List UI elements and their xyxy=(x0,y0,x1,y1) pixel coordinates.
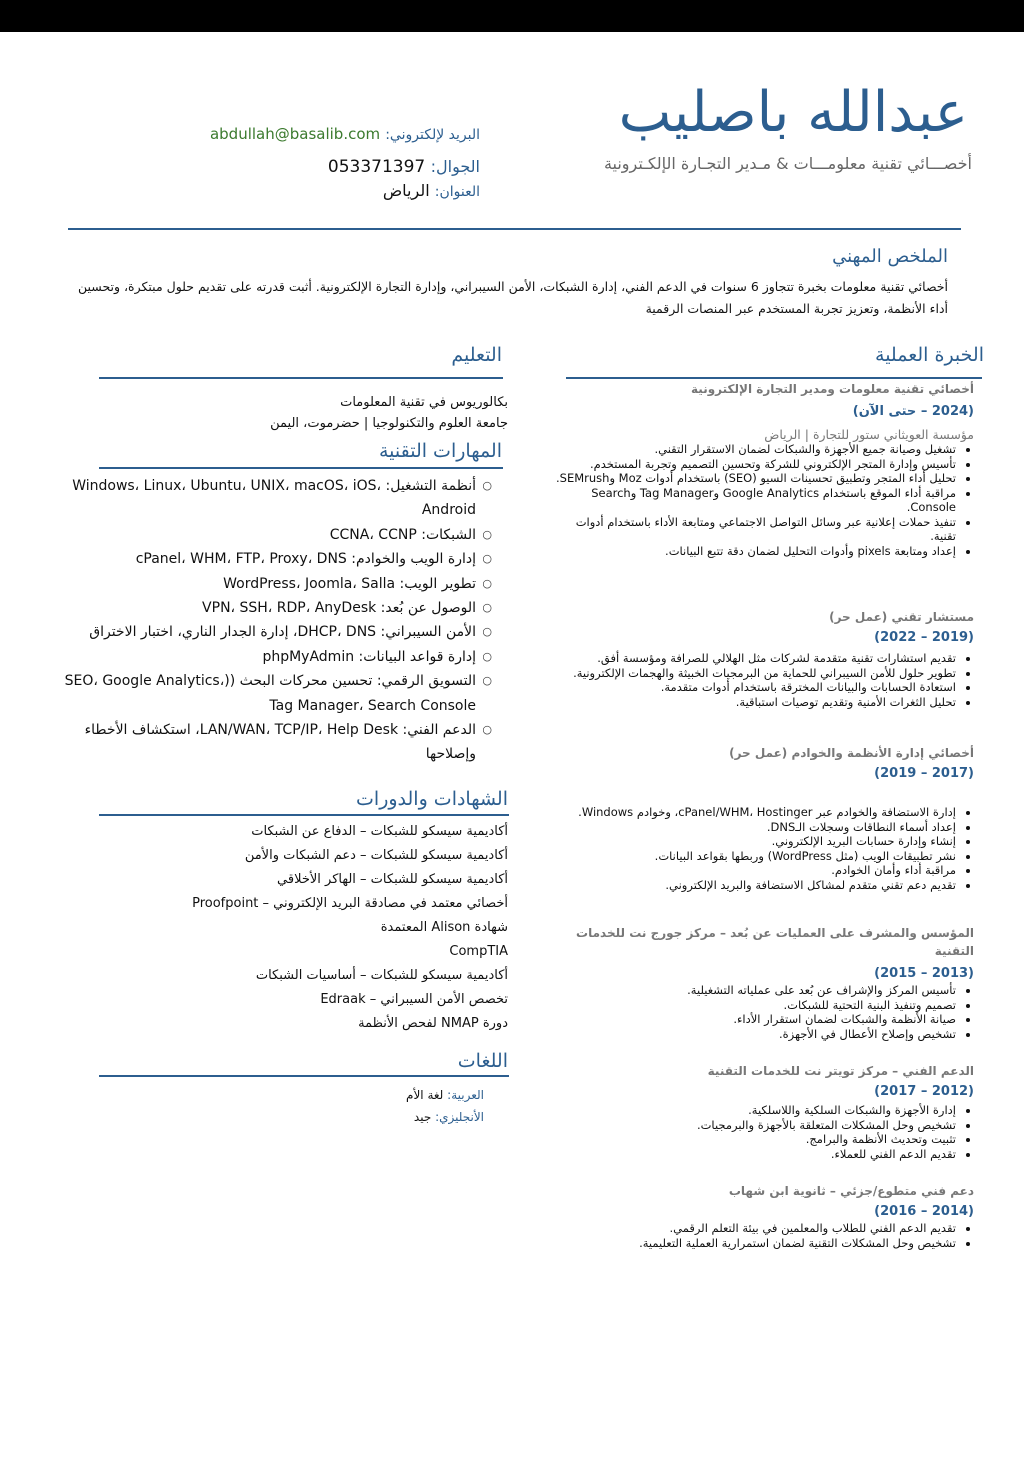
summary-title: الملخص المهني xyxy=(832,246,948,267)
resume-page xyxy=(0,32,1024,1463)
email-value[interactable]: abdullah@basalib.com xyxy=(209,125,381,143)
list-item: • تشغيل وصيانة جميع الأجهزة والشبكات لضمان الاستقرار التقني. xyxy=(554,442,956,457)
job-bullets xyxy=(554,1221,974,1250)
address-label: العنوان: xyxy=(434,184,480,200)
language-name: الأنجليزي: xyxy=(435,1110,484,1124)
list-item: • تقديم دعم تقني متقدم لمشاكل الاستضافة والبريد الإلكتروني. xyxy=(554,878,956,893)
list-item: تخصص الأمن السيبراني – Edraak xyxy=(320,992,508,1007)
language-name: العربية: xyxy=(447,1088,484,1102)
phone-value: 053371397 xyxy=(327,157,426,177)
education-school: جامعة العلوم والتكنولوجيا | حضرموت، اليمن xyxy=(270,416,508,431)
list-item: • تصميم وتنفيذ البنية التحتية للشبكات. xyxy=(554,998,956,1013)
list-item: • تقديم استشارات تقنية متقدمة لشركات مثل الهلالي للصرافة ومؤسسة أفق. xyxy=(554,651,956,666)
list-item: ○ إدارة قواعد البيانات: phpMyAdmin xyxy=(46,645,476,669)
language-level: لغة الأم xyxy=(406,1088,444,1102)
list-item: • تحليل الثغرات الأمنية وتقديم توصيات استباقية. xyxy=(554,695,956,710)
address-row xyxy=(180,177,480,206)
job-date: (2012 – 2017) xyxy=(874,1084,974,1099)
job-bullets xyxy=(554,442,974,558)
contact-block xyxy=(180,120,480,206)
list-item: • تطوير حلول للأمن السيبراني للحماية من البرمجيات الخبيثة والهجمات الإلكترونية. xyxy=(554,666,956,681)
job-date: (2019 – 2022) xyxy=(874,630,974,645)
languages-title: اللغات xyxy=(457,1050,508,1072)
job-title: أخصائي إدارة الأنظمة والخوادم (عمل حر) xyxy=(729,746,974,760)
list-item: أكاديمية سيسكو للشبكات – أساسيات الشبكات xyxy=(255,968,508,983)
experience-title: الخبرة العملية xyxy=(875,344,984,366)
job-bullets xyxy=(554,1103,974,1161)
job-entry xyxy=(554,924,974,1041)
experience-divider xyxy=(566,377,982,379)
company-name: مؤسسة العويثاني ستور للتجارة | الرياض xyxy=(764,427,974,442)
list-item: • نشر تطبيقات الويب (مثل WordPress) وربطها بقواعد البيانات. xyxy=(554,849,956,864)
list-item: أكاديمية سيسكو للشبكات – دعم الشبكات والأمن xyxy=(244,848,508,863)
list-item: • استعادة الحسابات والبيانات المخترقة باستخدام أدوات متقدمة. xyxy=(554,680,956,695)
list-item: ○ إدارة الويب والخوادم: cPanel، WHM، FTP، Proxy، DNS xyxy=(46,547,476,571)
list-item xyxy=(184,1084,484,1106)
certifications-divider xyxy=(99,814,509,816)
list-item: ○ الشبكات: CCNA، CCNP xyxy=(46,523,476,547)
list-item: ○ الوصول عن بُعد: VPN، SSH، RDP، AnyDesk xyxy=(46,596,476,620)
languages-divider xyxy=(99,1075,509,1077)
job-date: (2024 – حتى الآن) xyxy=(852,404,974,419)
job-date: (2017 – 2019) xyxy=(874,766,974,781)
list-item: • تأسيس وإدارة المتجر الإلكتروني للشركة وتحسين التصميم وتجربة المستخدم. xyxy=(554,457,956,472)
job-entry xyxy=(554,1184,974,1250)
job-title: المؤسس والمشرف على العمليات عن بُعد – مركز جورج نت للخدمات التقنية xyxy=(576,926,974,958)
list-item: • تقديم الدعم الفني للطلاب والمعلمين في بيئة التعلم الرقمي. xyxy=(554,1221,956,1236)
list-item: ○ الأمن السيبراني: DHCP، DNS، إدارة الجدار الناري، اختبار الاختراق xyxy=(46,620,476,644)
job-bullets xyxy=(554,983,974,1041)
job-entry xyxy=(554,746,974,892)
list-item: • تقديم الدعم الفني للعملاء. xyxy=(554,1147,956,1162)
job-date: (2014 – 2016) xyxy=(874,1204,974,1219)
education-title: التعليم xyxy=(451,344,502,366)
list-item: • تشخيص وحل المشكلات المتعلقة بالأجهزة والبرمجيات. xyxy=(554,1118,956,1133)
list-item: • تشخيص وإصلاح الأعطال في الأجهزة. xyxy=(554,1027,956,1042)
certifications-list xyxy=(88,820,508,1036)
list-item: ○ الدعم الفني: LAN/WAN، TCP/IP، Help Desk، استكشاف الأخطاء وإصلاحها xyxy=(46,718,476,767)
list-item: • مراقبة أداء الموقع باستخدام Google Analytics وTag Manager وSearch Console. xyxy=(554,486,956,515)
job-entry xyxy=(554,382,974,558)
job-date: (2013 – 2015) xyxy=(874,966,974,981)
job-title: الدعم الفني – مركز تويتر نت للخدمات التقنية xyxy=(707,1064,974,1078)
list-item: • تثبيت وتحديث الأنظمة والبرامج. xyxy=(554,1132,956,1147)
list-item: دورة NMAP لفحص الأنظمة xyxy=(358,1016,508,1031)
list-item: • إدارة الاستضافة والخوادم عبر cPanel/WHM، Hostinger، وخوادم Windows. xyxy=(554,805,956,820)
skills-divider xyxy=(99,467,503,469)
job-subtitle: أخصـــائي تقنية معلومـــات & مـدير التجـارة الإلكـترونية xyxy=(603,154,972,173)
education-degree: بكالوريوس في تقنية المعلومات xyxy=(340,395,508,410)
job-title: أخصائي تقنية معلومات ومدير التجارة الإلكترونية xyxy=(691,382,974,396)
job-title: مستشار تقني (عمل حر) xyxy=(829,610,974,624)
list-item: • تنفيذ حملات إعلانية عبر وسائل التواصل الاجتماعي ومتابعة الأداء باستخدام أدوات تقنية. xyxy=(554,515,956,544)
languages-list xyxy=(184,1084,484,1128)
list-item: ○ التسويق الرقمي: تحسين محركات البحث ((SEO، Google Analytics، Tag Manager، Search Console xyxy=(46,669,476,718)
list-item: أخصائي معتمد في مصادقة البريد الإلكتروني – Proofpoint xyxy=(192,896,508,911)
list-item: • صيانة الأنظمة والشبكات لضمان استقرار الأداء. xyxy=(554,1012,956,1027)
skills-list xyxy=(46,474,490,767)
screen-top-bar xyxy=(0,0,1024,32)
list-item: • إدارة الأجهزة والشبكات السلكية واللاسلكية. xyxy=(554,1103,956,1118)
person-name: عبدالله باصليب xyxy=(618,80,968,145)
list-item xyxy=(184,1106,484,1128)
certifications-title: الشهادات والدورات xyxy=(356,788,508,810)
education-divider xyxy=(99,377,503,379)
list-item: ○ أنظمة التشغيل: Windows، Linux، Ubuntu، UNIX، macOS، iOS، Android xyxy=(46,474,476,523)
job-entry xyxy=(554,1064,974,1161)
address-value: الرياض xyxy=(382,181,430,200)
header-divider xyxy=(68,228,961,230)
email-row xyxy=(180,120,480,149)
job-bullets xyxy=(554,651,974,709)
list-item: • إعداد أسماء النطاقات وسجلات الـDNS. xyxy=(554,820,956,835)
list-item: • تحليل أداء المتجر وتطبيق تحسينات السيو (SEO) باستخدام أدوات Moz وSEMrush. xyxy=(554,471,956,486)
language-level: جيد xyxy=(413,1110,432,1124)
list-item: • تأسيس المركز والإشراف عن بُعد على عملياته التشغيلية. xyxy=(554,983,956,998)
skills-title: المهارات التقنية xyxy=(378,440,502,462)
list-item: • مراقبة أداء وأمان الخوادم. xyxy=(554,863,956,878)
list-item: • تشخيص وحل المشكلات التقنية لضمان استمرارية العملية التعليمية. xyxy=(554,1236,956,1251)
phone-label: الجوال: xyxy=(430,157,480,176)
education-block xyxy=(88,392,508,434)
list-item: CompTIA xyxy=(449,944,508,959)
list-item: • إنشاء وإدارة حسابات البريد الإلكتروني. xyxy=(554,834,956,849)
summary-text: أخصائي تقنية معلومات بخبرة تتجاوز 6 سنوات في الدعم الفني، إدارة الشبكات، الأمن السيبراني، وإدارة التجارة الإلكترونية. أثبت قدرته على تقديم حلول مبتكرة، وتحسين أداء الأنظمة، وتعزيز تجربة المستخدم عبر المنصات الرقمية xyxy=(78,279,948,316)
job-title: دعم فني متطوع/جزئي – ثانوية ابن شهاب xyxy=(728,1184,974,1198)
job-entry xyxy=(554,610,974,709)
list-item: أكاديمية سيسكو للشبكات – الهاكر الأخلاقي xyxy=(277,872,508,887)
list-item: شهادة Alison المعتمدة xyxy=(380,920,508,935)
job-bullets xyxy=(554,805,974,892)
list-item: أكاديمية سيسكو للشبكات – الدفاع عن الشبكات xyxy=(251,824,508,839)
list-item: ○ تطوير الويب: WordPress، Joomla، Salla xyxy=(46,572,476,596)
email-label: البريد لإلكتروني: xyxy=(385,127,480,143)
list-item: • إعداد ومتابعة pixels وأدوات التحليل لضمان دقة تتبع البيانات. xyxy=(554,544,956,559)
